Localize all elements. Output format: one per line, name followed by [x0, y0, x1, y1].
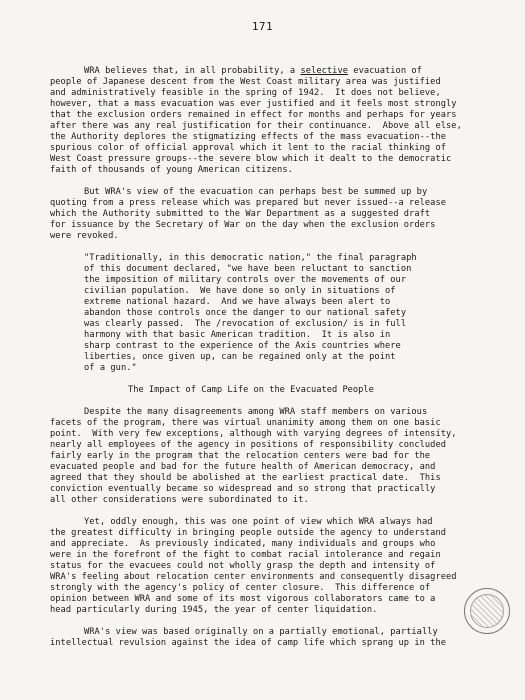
paragraph-line: facets of the program, there was virtual unanimity among them on one basic	[50, 418, 441, 428]
quote-line: harmony with that basic American tradition. It is also in	[84, 330, 391, 340]
archive-stamp-seal	[464, 588, 510, 634]
quote-line: sharp contrast to the experience of the Axis countries where	[84, 341, 401, 351]
paragraph-line: that the exclusion orders remained in effect for months and perhaps for years	[50, 110, 457, 120]
paragraph-line: West Coast pressure groups--the severe blow which it dealt to the democratic	[50, 154, 452, 164]
quote-line: "Traditionally, in this democratic nation," the final paragraph	[84, 253, 417, 263]
quote-line: of this document declared, "we have been reluctant to sanction	[84, 264, 412, 274]
paragraph-line: fairly early in the program that the relocation centers were bad for the	[50, 451, 431, 461]
paragraph-line: head particularly during 1945, the year of center liquidation.	[50, 605, 378, 615]
quote-line: extreme national hazard. And we have always been alert to	[84, 297, 391, 307]
paragraph-line: intellectual revulsion against the idea of camp life which sprang up in the	[50, 638, 447, 648]
paragraph-line: nearly all employees of the agency in positions of responsibility concluded	[50, 440, 447, 450]
paragraph-line: WRA believes that, in all probability, a selective evacuation of	[84, 66, 422, 76]
paragraph-line: Yet, oddly enough, this was one point of view which WRA always had	[84, 517, 433, 527]
paragraph-line: after there was any real justification for their continuance. Above all else,	[50, 121, 462, 131]
paragraph-line: Despite the many disagreements among WRA staff members on various	[84, 407, 428, 417]
paragraph-line: and administratively feasible in the spring of 1942. It does not believe,	[50, 88, 441, 98]
paragraph-line: the Authority deplores the stigmatizing effects of the mass evacuation--the	[50, 132, 447, 142]
quote-line: was clearly passed. The /revocation of exclusion/ is in full	[84, 319, 407, 329]
section-heading: The Impact of Camp Life on the Evacuated People	[128, 385, 374, 395]
quote-line: civilian population. We have done so only in situations of	[84, 286, 396, 296]
paragraph-line: conviction eventually became so widespread and so strong that practically	[50, 484, 436, 494]
paragraph-line: opinion between WRA and some of its most vigorous collaborators came to a	[50, 594, 436, 604]
paragraph-line: evacuated people and bad for the future health of American democracy, and	[50, 462, 436, 472]
paragraph-line: But WRA's view of the evacuation can perhaps best be summed up by	[84, 187, 428, 197]
paragraph-line: people of Japanese descent from the West Coast military area was justified	[50, 77, 441, 87]
paragraph-line: agreed that they should be abolished at the earliest practical date. This	[50, 473, 441, 483]
paragraph-line: point. With very few exceptions, although with varying degrees of intensity,	[50, 429, 457, 439]
paragraph-line: were revoked.	[50, 231, 119, 241]
quote-line: of a gun."	[84, 363, 137, 373]
quote-line: liberties, once given up, can be regained only at the point	[84, 352, 396, 362]
paragraph-line: however, that a mass evacuation was ever justified and it feels most strongly	[50, 99, 457, 109]
paragraph-line: strongly with the agency's policy of center closure. This difference of	[50, 583, 431, 593]
paragraph-line: which the Authority submitted to the War Department as a suggested draft	[50, 209, 431, 219]
paragraph-line: all other considerations were subordinated to it.	[50, 495, 309, 505]
paragraph-line: quoting from a press release which was prepared but never issued--a release	[50, 198, 447, 208]
paragraph-line: for issuance by the Secretary of War on the day when the exclusion orders	[50, 220, 436, 230]
stamp-inner-ring	[470, 594, 504, 628]
paragraph-line: WRA's feeling about relocation center environments and consequently disagreed	[50, 572, 457, 582]
quote-line: the imposition of military controls over the movements of our	[84, 275, 407, 285]
paragraph-line: and appreciate. As previously indicated, many individuals and groups who	[50, 539, 436, 549]
paragraph-line: status for the evacuees could not wholly grasp the depth and intensity of	[50, 561, 436, 571]
quote-line: abandon those controls once the danger to our national safety	[84, 308, 407, 318]
paragraph-line: faith of thousands of young American citizens.	[50, 165, 293, 175]
paragraph-line: the greatest difficulty in bringing people outside the agency to understand	[50, 528, 447, 538]
page-number: 171	[251, 20, 274, 33]
paragraph-line: were in the forefront of the fight to combat racial intolerance and regain	[50, 550, 441, 560]
paragraph-line: WRA's view was based originally on a partially emotional, partially	[84, 627, 438, 637]
paragraph-line: spurious color of official approval which it lent to the racial thinking of	[50, 143, 447, 153]
